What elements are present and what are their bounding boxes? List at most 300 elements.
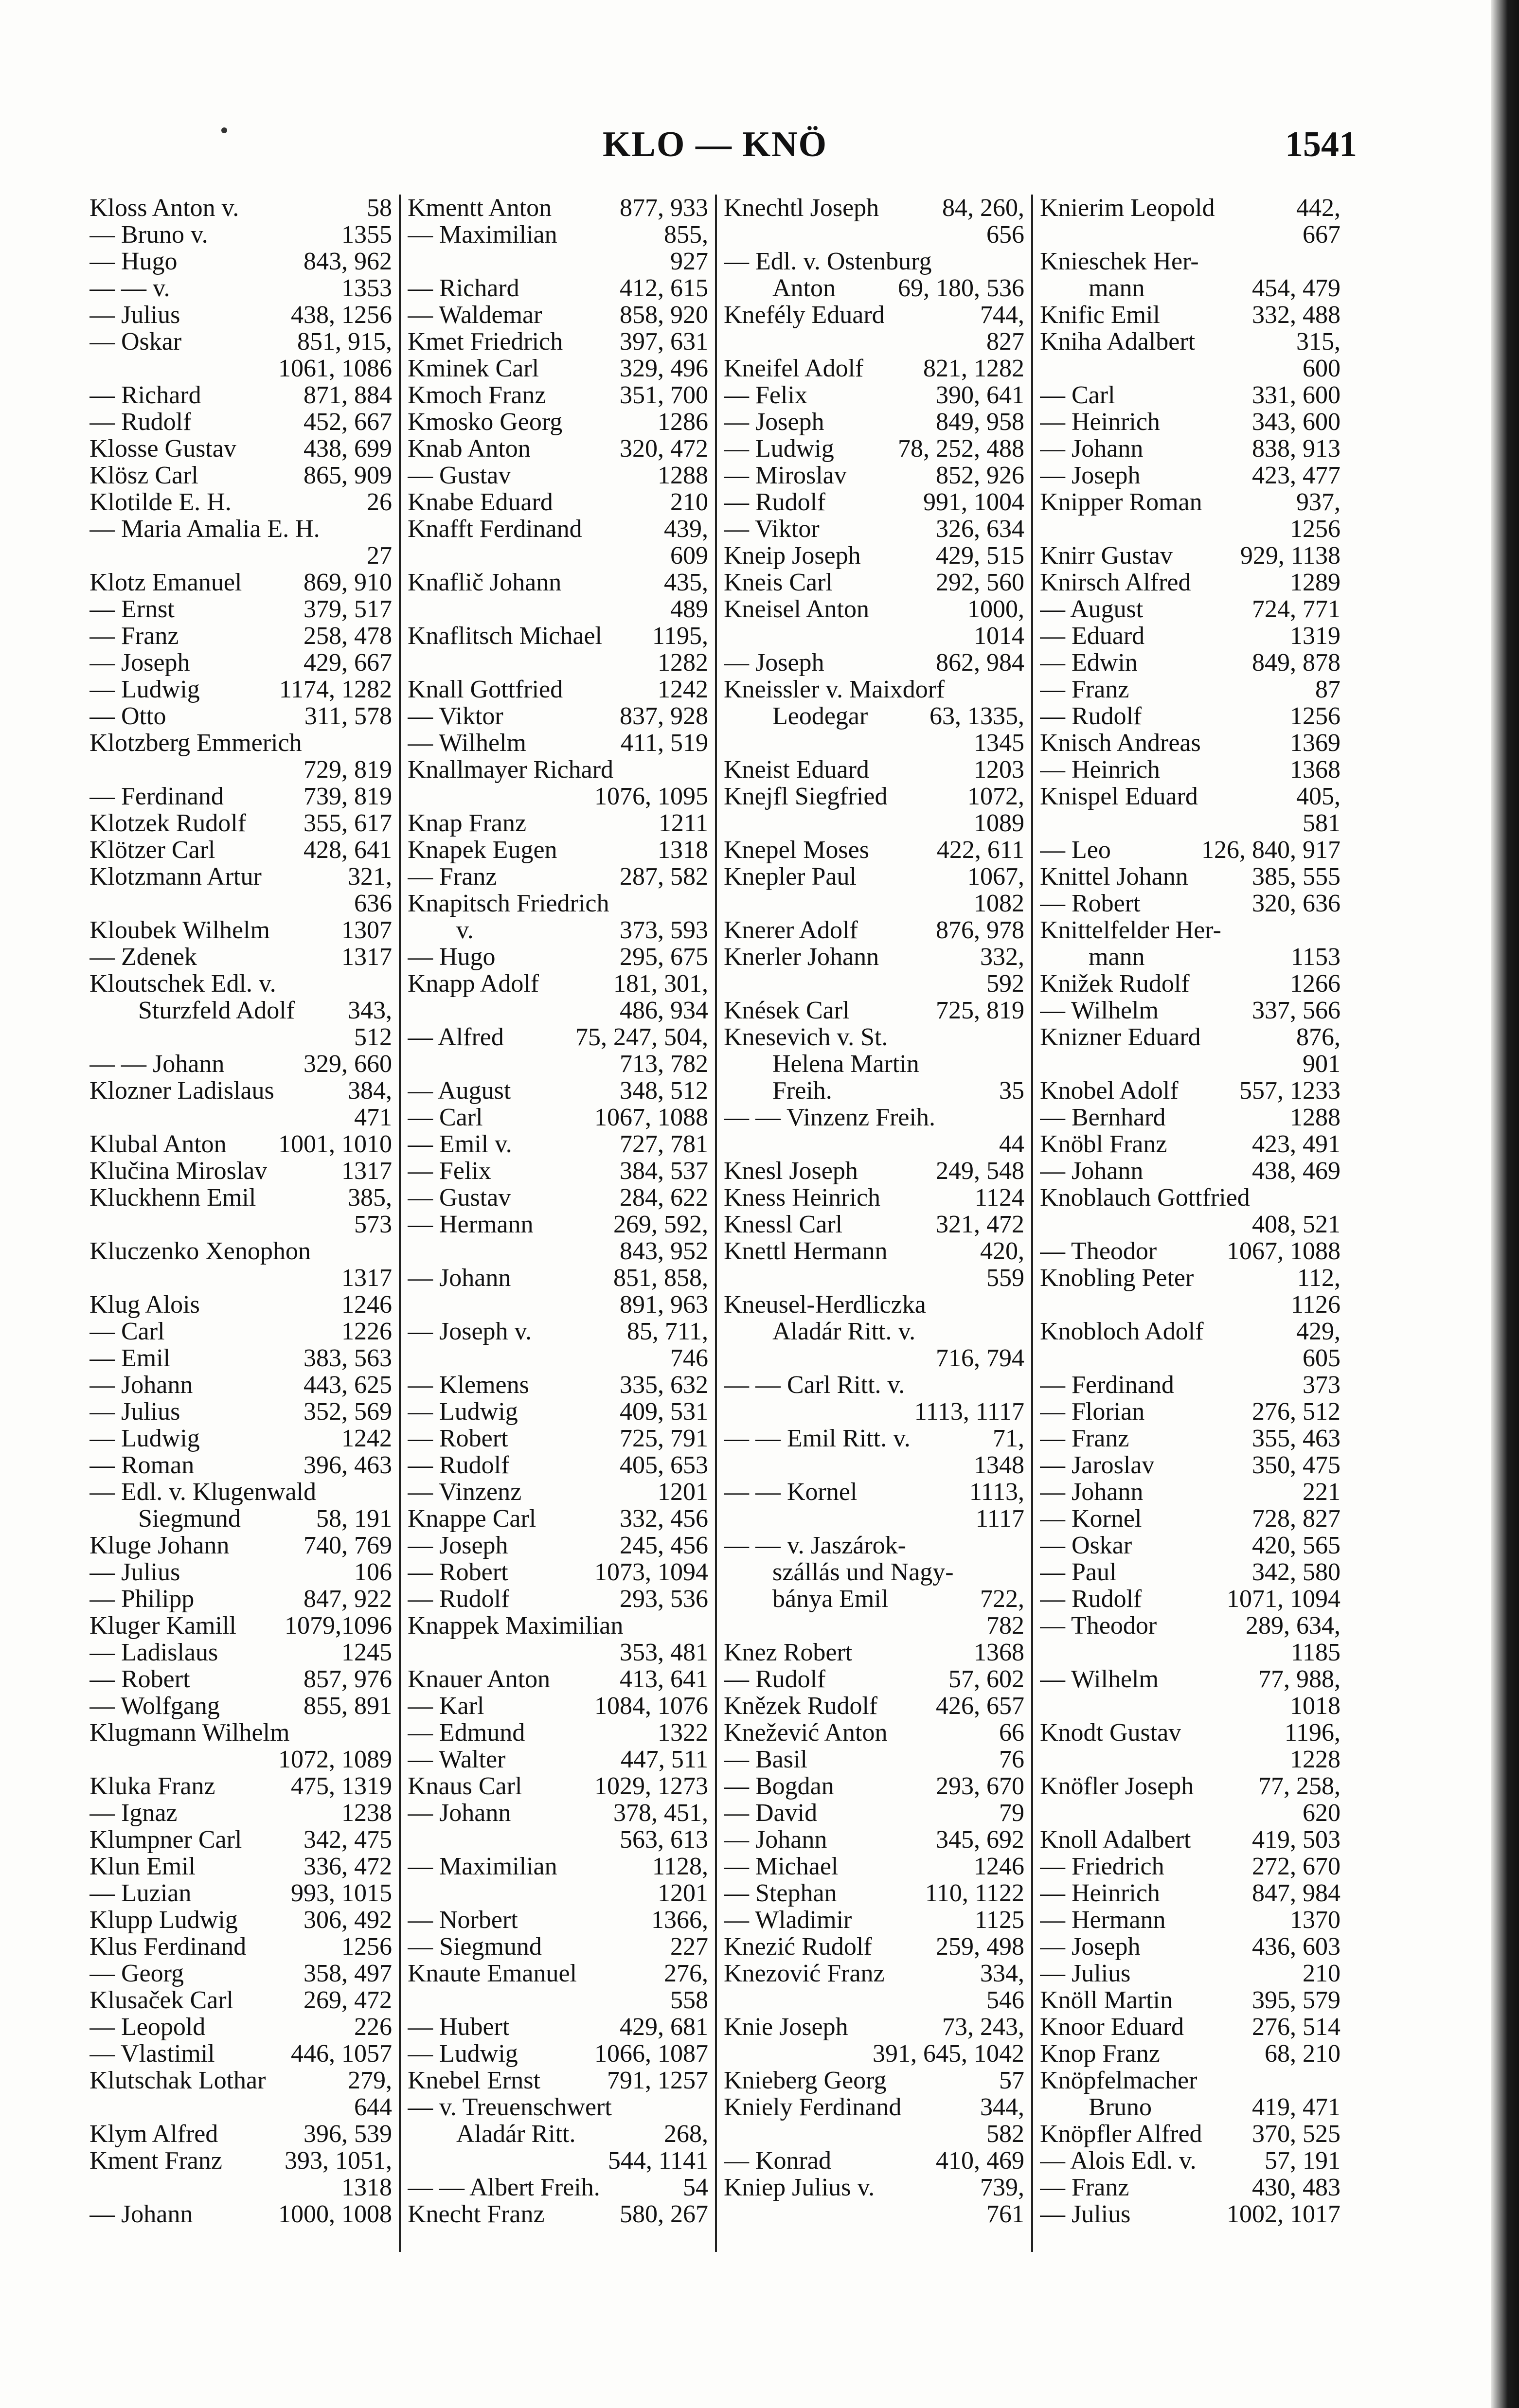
- directory-entry: [89, 810, 392, 837]
- entry-name: Knöll Martin: [1040, 1987, 1173, 2014]
- entry-page-refs: 78, 252, 488: [898, 435, 1024, 463]
- entry-page-refs: 869, 910: [304, 569, 392, 596]
- entry-page-refs: 1226: [341, 1318, 392, 1345]
- entry-page-refs: 1067,: [967, 863, 1024, 891]
- entry-name: — Edmund: [408, 1719, 525, 1746]
- directory-entry: [408, 328, 708, 355]
- entry-page-refs: 739,: [980, 2174, 1024, 2201]
- entry-name: Knöfler Joseph: [1040, 1773, 1194, 1800]
- entry-page-refs: 429,: [1296, 1318, 1340, 1345]
- entry-name: Aladár Ritt.: [456, 2121, 576, 2147]
- column-4: [1031, 195, 1347, 2252]
- entry-name: — Joseph v.: [408, 1318, 532, 1345]
- directory-entry: [408, 649, 708, 676]
- entry-page-refs: 891, 963: [620, 1291, 708, 1319]
- entry-name: — Franz: [1040, 676, 1129, 703]
- directory-entry: [724, 1211, 1024, 1238]
- directory-entry: [724, 1987, 1024, 2014]
- entry-page-refs: 1288: [1290, 1104, 1340, 1131]
- entry-page-refs: 373, 593: [620, 916, 708, 944]
- entry-page-refs: 1113,: [969, 1478, 1024, 1506]
- entry-name: — Richard: [89, 382, 201, 409]
- directory-entry: [408, 1907, 708, 1933]
- entry-name: — August: [1040, 596, 1144, 623]
- entry-page-refs: 110, 1122: [925, 1879, 1024, 1907]
- directory-entry: [408, 997, 708, 1024]
- entry-name: Klotzberg Emmerich: [89, 730, 302, 756]
- entry-page-refs: 1000, 1008: [278, 2200, 392, 2228]
- entry-page-refs: 269, 472: [304, 1986, 392, 2014]
- entry-page-refs: 390, 641: [936, 381, 1024, 409]
- entry-name: — Emil: [89, 1345, 171, 1372]
- entry-page-refs: 1238: [341, 1799, 392, 1827]
- entry-page-refs: 486, 934: [620, 997, 708, 1024]
- directory-entry: [724, 248, 1024, 275]
- directory-entry: [724, 890, 1024, 917]
- entry-name: Knoll Adalbert: [1040, 1826, 1191, 1853]
- directory-entry: [724, 1265, 1024, 1291]
- entry-page-refs: 292, 560: [936, 569, 1024, 596]
- entry-page-refs: 1079,1096: [285, 1612, 392, 1640]
- entry-page-refs: 724, 771: [1252, 595, 1340, 623]
- directory-entry: [724, 1398, 1024, 1425]
- entry-page-refs: 1201: [658, 1879, 708, 1907]
- directory-entry: [89, 1265, 392, 1291]
- entry-page-refs: 849, 878: [1252, 649, 1340, 677]
- directory-entry: [408, 1666, 708, 1693]
- entry-name: — Rudolf: [408, 1452, 510, 1479]
- entry-name: — Ludwig: [89, 1425, 200, 1452]
- directory-entry: [1040, 1425, 1340, 1452]
- entry-name: — Ludwig: [408, 1398, 518, 1425]
- entry-name: — Basil: [724, 1746, 807, 1773]
- directory-entry: [89, 1024, 392, 1051]
- directory-entry: [89, 2014, 392, 2040]
- entry-name: — Julius: [1040, 1960, 1131, 1987]
- directory-entry: [724, 1184, 1024, 1211]
- entry-page-refs: 871, 884: [304, 381, 392, 409]
- directory-entry: [89, 1826, 392, 1853]
- entry-page-refs: 311, 578: [304, 702, 392, 730]
- entry-page-refs: 343,: [348, 997, 392, 1024]
- directory-entry: [408, 676, 708, 703]
- entry-page-refs: 79: [999, 1799, 1024, 1827]
- directory-entry: [89, 328, 392, 355]
- entry-page-refs: 1288: [658, 462, 708, 489]
- entry-name: Knežević Anton: [724, 1719, 888, 1746]
- directory-entry: [408, 1345, 708, 1372]
- entry-page-refs: 1286: [658, 408, 708, 436]
- entry-page-refs: 636: [354, 890, 392, 917]
- directory-entry: [408, 1051, 708, 1077]
- directory-entry: [1040, 917, 1340, 944]
- directory-entry: [408, 1853, 708, 1880]
- directory-entry: [89, 1933, 392, 1960]
- entry-name: Kmoch Franz: [408, 382, 546, 409]
- entry-page-refs: 865, 909: [304, 462, 392, 489]
- directory-entry: [724, 970, 1024, 997]
- directory-entry: [1040, 1398, 1340, 1425]
- directory-entry: [89, 1800, 392, 1826]
- directory-entry: [89, 516, 392, 542]
- directory-entry: [1040, 1158, 1340, 1184]
- directory-entry: [724, 1880, 1024, 1907]
- entry-page-refs: 276,: [664, 1960, 708, 1987]
- directory-entry: [408, 355, 708, 382]
- entry-name: Anton: [772, 275, 836, 302]
- entry-page-refs: 77, 988,: [1258, 1665, 1340, 1693]
- entry-page-refs: 581: [1303, 809, 1340, 837]
- entry-name: — Johann: [408, 1800, 511, 1826]
- entry-page-refs: 557, 1233: [1239, 1077, 1340, 1105]
- entry-name: — Johann: [1040, 1158, 1144, 1184]
- entry-name: — Rudolf: [1040, 1586, 1142, 1612]
- entry-page-refs: 439,: [664, 515, 708, 543]
- directory-entry: [724, 756, 1024, 783]
- directory-entry: [1040, 970, 1340, 997]
- directory-entry: [408, 569, 708, 596]
- directory-entry: [89, 2201, 392, 2228]
- entry-page-refs: 1089: [974, 809, 1024, 837]
- entry-page-refs: 438, 699: [304, 435, 392, 463]
- directory-entry: [89, 382, 392, 409]
- entry-page-refs: 1125: [974, 1906, 1024, 1934]
- entry-page-refs: 1256: [1290, 702, 1340, 730]
- entry-page-refs: 1196,: [1284, 1719, 1340, 1747]
- directory-entry: [1040, 1131, 1340, 1158]
- entry-name: — Johann: [89, 1372, 193, 1398]
- entry-page-refs: 744,: [980, 301, 1024, 329]
- directory-entry: [89, 1532, 392, 1559]
- entry-name: — Maximilian: [408, 1853, 557, 1880]
- entry-page-refs: 385,: [348, 1184, 392, 1212]
- entry-page-refs: 26: [367, 488, 392, 516]
- entry-name: — Felix: [724, 382, 807, 409]
- directory-entry: [89, 676, 392, 703]
- directory-entry: [1040, 1238, 1340, 1265]
- entry-page-refs: 342, 580: [1252, 1558, 1340, 1586]
- entry-page-refs: 1355: [341, 221, 392, 249]
- directory-entry: [1040, 1077, 1340, 1104]
- directory-entry: [408, 917, 708, 944]
- directory-entry: [408, 2174, 708, 2201]
- directory-entry: [724, 1773, 1024, 1800]
- entry-name: — Joseph: [89, 649, 190, 676]
- entry-page-refs: 436, 603: [1252, 1933, 1340, 1961]
- directory-entry: [1040, 1880, 1340, 1907]
- directory-entry: [724, 409, 1024, 435]
- entry-page-refs: 358, 497: [304, 1960, 392, 1987]
- entry-page-refs: 331, 600: [1252, 381, 1340, 409]
- entry-name: Knecht Franz: [408, 2201, 545, 2228]
- entry-name: — Vinzenz: [408, 1479, 522, 1505]
- entry-page-refs: 725, 819: [936, 997, 1024, 1024]
- directory-entry: [89, 1184, 392, 1211]
- entry-page-refs: 475, 1319: [291, 1772, 392, 1800]
- entry-name: Knierim Leopold: [1040, 195, 1215, 221]
- entry-page-refs: 1071, 1094: [1227, 1585, 1340, 1613]
- directory-entry: [89, 1211, 392, 1238]
- entry-page-refs: 259, 498: [936, 1933, 1024, 1961]
- directory-entry: [408, 1398, 708, 1425]
- entry-page-refs: 1322: [658, 1719, 708, 1747]
- entry-page-refs: 258, 478: [304, 622, 392, 650]
- entry-name: — Franz: [89, 623, 179, 649]
- entry-name: Knieschek Her-: [1040, 248, 1199, 275]
- entry-page-refs: 1317: [341, 1264, 392, 1292]
- directory-entry: [408, 1773, 708, 1800]
- directory-entry: [408, 783, 708, 810]
- entry-name: Klym Alfred: [89, 2121, 218, 2147]
- entry-page-refs: 740, 769: [304, 1532, 392, 1559]
- entry-name: — Johann: [89, 2201, 193, 2228]
- entry-name: Kminek Carl: [408, 355, 539, 382]
- entry-page-refs: 438, 469: [1252, 1157, 1340, 1185]
- entry-page-refs: 1002, 1017: [1227, 2200, 1340, 2228]
- directory-entry: [724, 1372, 1024, 1398]
- entry-page-refs: 320, 636: [1252, 890, 1340, 917]
- directory-entry: [408, 1131, 708, 1158]
- entry-page-refs: 1066, 1087: [594, 2040, 708, 2068]
- directory-entry: [89, 1746, 392, 1773]
- entry-page-refs: 858, 920: [620, 301, 708, 329]
- entry-page-refs: 546: [986, 1986, 1024, 2014]
- entry-name: — Oskar: [1040, 1532, 1132, 1559]
- entry-name: Knobel Adolf: [1040, 1077, 1179, 1104]
- directory-entry: [1040, 1773, 1340, 1800]
- entry-name: Kmentt Anton: [408, 195, 552, 221]
- entry-name: — — Kornel: [724, 1479, 858, 1505]
- entry-page-refs: 396, 539: [304, 2120, 392, 2148]
- entry-name: — Klemens: [408, 1372, 529, 1398]
- entry-page-refs: 1368: [1290, 756, 1340, 784]
- directory-entry: [1040, 676, 1340, 703]
- entry-name: — Wilhelm: [408, 730, 526, 756]
- entry-name: Knific Emil: [1040, 302, 1160, 328]
- directory-entry: [1040, 382, 1340, 409]
- entry-page-refs: 35: [999, 1077, 1024, 1105]
- directory-entry: [89, 2174, 392, 2201]
- entry-page-refs: 1113, 1117: [914, 1398, 1024, 1426]
- directory-entry: [1040, 1051, 1340, 1077]
- entry-name: — Hermann: [1040, 1907, 1166, 1933]
- entry-name: — — v.: [89, 275, 170, 302]
- entry-name: — Rudolf: [89, 409, 192, 435]
- entry-page-refs: 57: [999, 2067, 1024, 2094]
- entry-page-refs: 384, 537: [620, 1157, 708, 1185]
- directory-entry: [724, 783, 1024, 810]
- entry-name: — Ludwig: [408, 2040, 518, 2067]
- entry-page-refs: 739, 819: [304, 783, 392, 810]
- entry-name: — Bruno v.: [89, 221, 208, 248]
- directory-entry: [89, 997, 392, 1024]
- entry-name: — Heinrich: [1040, 1880, 1160, 1907]
- directory-entry: [1040, 2014, 1340, 2040]
- entry-page-refs: 1318: [658, 836, 708, 864]
- entry-name: — Wolfgang: [89, 1693, 220, 1719]
- entry-page-refs: 63, 1335,: [929, 702, 1024, 730]
- entry-page-refs: 843, 962: [304, 248, 392, 275]
- entry-page-refs: 58: [367, 195, 392, 222]
- entry-page-refs: 411, 519: [620, 729, 708, 757]
- entry-page-refs: 438, 1256: [291, 301, 392, 329]
- entry-page-refs: 1353: [341, 274, 392, 302]
- entry-page-refs: 348, 512: [620, 1077, 708, 1105]
- entry-name: Knisch Andreas: [1040, 730, 1201, 756]
- entry-name: — Michael: [724, 1853, 839, 1880]
- directory-entry: [1040, 409, 1340, 435]
- directory-columns: [83, 195, 1347, 2252]
- entry-name: — Rudolf: [724, 1666, 826, 1693]
- entry-page-refs: 600: [1303, 355, 1340, 382]
- entry-page-refs: 667: [1303, 221, 1340, 249]
- entry-name: — Karl: [408, 1693, 484, 1719]
- directory-entry: [408, 2094, 708, 2121]
- directory-entry: [408, 221, 708, 248]
- entry-name: Kloss Anton v.: [89, 195, 239, 221]
- entry-name: — Leopold: [89, 2014, 206, 2040]
- directory-entry: [724, 221, 1024, 248]
- entry-name: — Theodor: [1040, 1612, 1157, 1639]
- entry-page-refs: 1029, 1273: [594, 1772, 708, 1800]
- entry-name: Siegmund: [138, 1505, 241, 1532]
- directory-entry: [724, 1586, 1024, 1612]
- directory-entry: [724, 489, 1024, 516]
- directory-entry: [1040, 1800, 1340, 1826]
- entry-name: Leodegar: [772, 703, 868, 730]
- entry-name: Knerler Johann: [724, 944, 879, 970]
- entry-name: Knöpfelmacher: [1040, 2067, 1197, 2094]
- entry-page-refs: 993, 1015: [291, 1879, 392, 1907]
- directory-entry: [89, 1051, 392, 1077]
- entry-page-refs: 84, 260,: [942, 195, 1024, 222]
- entry-page-refs: 1061, 1086: [278, 355, 392, 382]
- entry-name: — Bogdan: [724, 1773, 834, 1800]
- directory-entry: [89, 1479, 392, 1505]
- entry-page-refs: 69, 180, 536: [898, 274, 1024, 302]
- column-2: [399, 195, 715, 2252]
- entry-name: — Julius: [89, 1398, 180, 1425]
- entry-page-refs: 1185: [1290, 1639, 1340, 1666]
- directory-entry: [1040, 1265, 1340, 1291]
- entry-name: — Philipp: [89, 1586, 195, 1612]
- directory-entry: [408, 703, 708, 730]
- entry-page-refs: 345, 692: [936, 1826, 1024, 1854]
- directory-entry: [408, 1987, 708, 2014]
- entry-name: — Ludwig: [89, 676, 200, 703]
- directory-entry: [89, 1987, 392, 2014]
- directory-entry: [1040, 1853, 1340, 1880]
- directory-entry: [1040, 435, 1340, 462]
- directory-entry: [408, 2040, 708, 2067]
- entry-name: — Oskar: [89, 328, 182, 355]
- entry-page-refs: 927: [670, 248, 708, 275]
- entry-name: — Viktor: [724, 516, 820, 542]
- directory-entry: [724, 435, 1024, 462]
- entry-name: — Rudolf: [408, 1586, 510, 1612]
- directory-entry: [89, 890, 392, 917]
- entry-name: — Maximilian: [408, 221, 557, 248]
- entry-page-refs: 373: [1303, 1371, 1340, 1399]
- page-number: 1541: [1285, 125, 1357, 164]
- entry-page-refs: 729, 819: [304, 756, 392, 784]
- directory-entry: [724, 1318, 1024, 1345]
- entry-page-refs: 384,: [348, 1077, 392, 1105]
- entry-name: Klun Emil: [89, 1853, 196, 1880]
- entry-name: — Ignaz: [89, 1800, 178, 1826]
- entry-page-refs: 57, 602: [948, 1665, 1024, 1693]
- entry-name: Kloutschek Edl. v.: [89, 970, 276, 997]
- entry-page-refs: 66: [999, 1719, 1024, 1747]
- entry-name: Knapp Adolf: [408, 970, 539, 997]
- entry-name: — Edl. v. Ostenburg: [724, 248, 932, 275]
- directory-entry: [408, 1960, 708, 1987]
- entry-page-refs: 370, 525: [1252, 2120, 1340, 2148]
- entry-name: — Franz: [1040, 2174, 1129, 2201]
- directory-entry: [1040, 2067, 1340, 2094]
- entry-name: — Rudolf: [1040, 703, 1142, 730]
- entry-page-refs: 1256: [341, 1933, 392, 1961]
- entry-name: — Ladislaus: [89, 1639, 218, 1666]
- directory-entry: [1040, 462, 1340, 489]
- entry-name: Klug Alois: [89, 1291, 200, 1318]
- entry-page-refs: 383, 563: [304, 1344, 392, 1372]
- entry-page-refs: 412, 615: [620, 274, 708, 302]
- entry-name: — Jaroslav: [1040, 1452, 1155, 1479]
- directory-entry: [408, 2067, 708, 2094]
- directory-entry: [89, 783, 392, 810]
- entry-name: — Norbert: [408, 1907, 518, 1933]
- directory-entry: [408, 837, 708, 863]
- entry-name: Knirr Gustav: [1040, 542, 1173, 569]
- directory-entry: [408, 970, 708, 997]
- directory-entry: [724, 730, 1024, 756]
- entry-page-refs: 355, 463: [1252, 1425, 1340, 1452]
- entry-name: Klučina Miroslav: [89, 1158, 268, 1184]
- directory-entry: [89, 730, 392, 756]
- entry-page-refs: 1242: [658, 676, 708, 703]
- entry-page-refs: 245, 456: [620, 1532, 708, 1559]
- directory-entry: [724, 1077, 1024, 1104]
- directory-entry: [408, 302, 708, 328]
- entry-name: Knöbl Franz: [1040, 1131, 1167, 1158]
- entry-name: Kniely Ferdinand: [724, 2094, 902, 2121]
- directory-entry: [724, 1479, 1024, 1505]
- entry-name: — David: [724, 1800, 818, 1826]
- directory-entry: [408, 890, 708, 917]
- entry-name: — Eduard: [1040, 623, 1145, 649]
- entry-name: Sturzfeld Adolf: [138, 997, 295, 1024]
- entry-name: Knapek Eugen: [408, 837, 557, 863]
- column-1: [83, 195, 399, 2252]
- entry-name: — Johann: [724, 1826, 827, 1853]
- entry-page-refs: 289, 634,: [1246, 1612, 1340, 1640]
- directory-entry: [408, 1104, 708, 1131]
- directory-entry: [89, 1880, 392, 1907]
- entry-name: — Siegmund: [408, 1933, 542, 1960]
- directory-entry: [89, 1586, 392, 1612]
- entry-name: — Julius: [89, 1559, 180, 1586]
- entry-page-refs: 85, 711,: [626, 1318, 708, 1345]
- entry-name: Knesl Joseph: [724, 1158, 858, 1184]
- directory-entry: [724, 1131, 1024, 1158]
- directory-entry: [1040, 1532, 1340, 1559]
- directory-entry: [1040, 703, 1340, 730]
- entry-name: — — Vinzenz Freih.: [724, 1104, 935, 1131]
- directory-entry: [89, 1559, 392, 1586]
- directory-entry: [89, 1372, 392, 1398]
- entry-name: Knez Robert: [724, 1639, 853, 1666]
